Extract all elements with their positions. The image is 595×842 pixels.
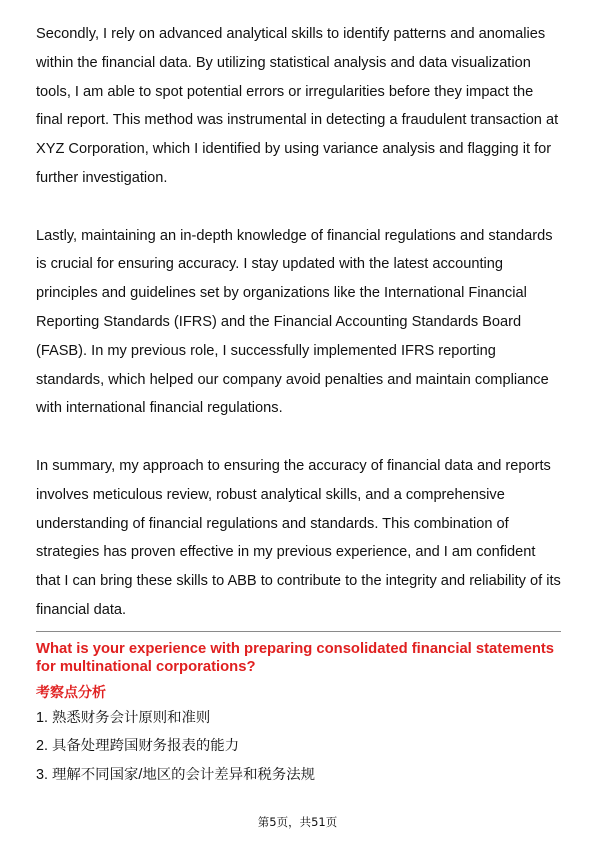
analysis-point: 3. 理解不同国家/地区的会计差异和税务法规 (36, 766, 316, 783)
analysis-point: 1. 熟悉财务会计原则和准则 (36, 709, 211, 726)
paragraph-spacer (36, 193, 561, 222)
analysis-point: 2. 具备处理跨国财务报表的能力 (36, 738, 240, 755)
answer-paragraph-analytical-skills: Secondly, I rely on advanced analytical skills to identify patterns and anomalies within the financial data. By utilizing statistical analysis and data visualization tools, I am able to spot potential errors or irregularities before they impact the final report. This method was instrumental in detecting a fraudulent transaction at XYZ Corporation, which I identified by using variance analysis and flagging it for further investigation. (36, 26, 559, 186)
paragraph-spacer (36, 423, 561, 452)
section-divider (36, 631, 561, 632)
interview-question: What is your experience with preparing consolidated financial statements for multinational corporations? (36, 640, 555, 675)
analysis-section-title: 考察点分析 (36, 683, 106, 700)
document-page (36, 20, 561, 789)
analysis-points-list (36, 704, 561, 790)
answer-paragraph-summary: In summary, my approach to ensuring the accuracy of financial data and reports involves meticulous review, robust analytical skills, and a comprehensive understanding of financial regulations and standards. This combination of strategies has proven effective in my previous experience, and I am confident that I can bring these skills to ABB to contribute to the integrity and reliability of its financial data. (36, 457, 561, 618)
page-number-footer: 第5页，共51页 (257, 815, 338, 829)
answer-paragraph-regulations: Lastly, maintaining an in-depth knowledge of financial regulations and standards is crucial for ensuring accuracy. I stay updated with the latest accounting principles and guidelines set by organizations like the International Financial Reporting Standards (IFRS) and the Financial Accounting Standards Board (FASB). In my previous role, I successfully implemented IFRS reporting standards, which helped our company avoid penalties and maintain compliance with international financial regulations. (36, 227, 553, 417)
